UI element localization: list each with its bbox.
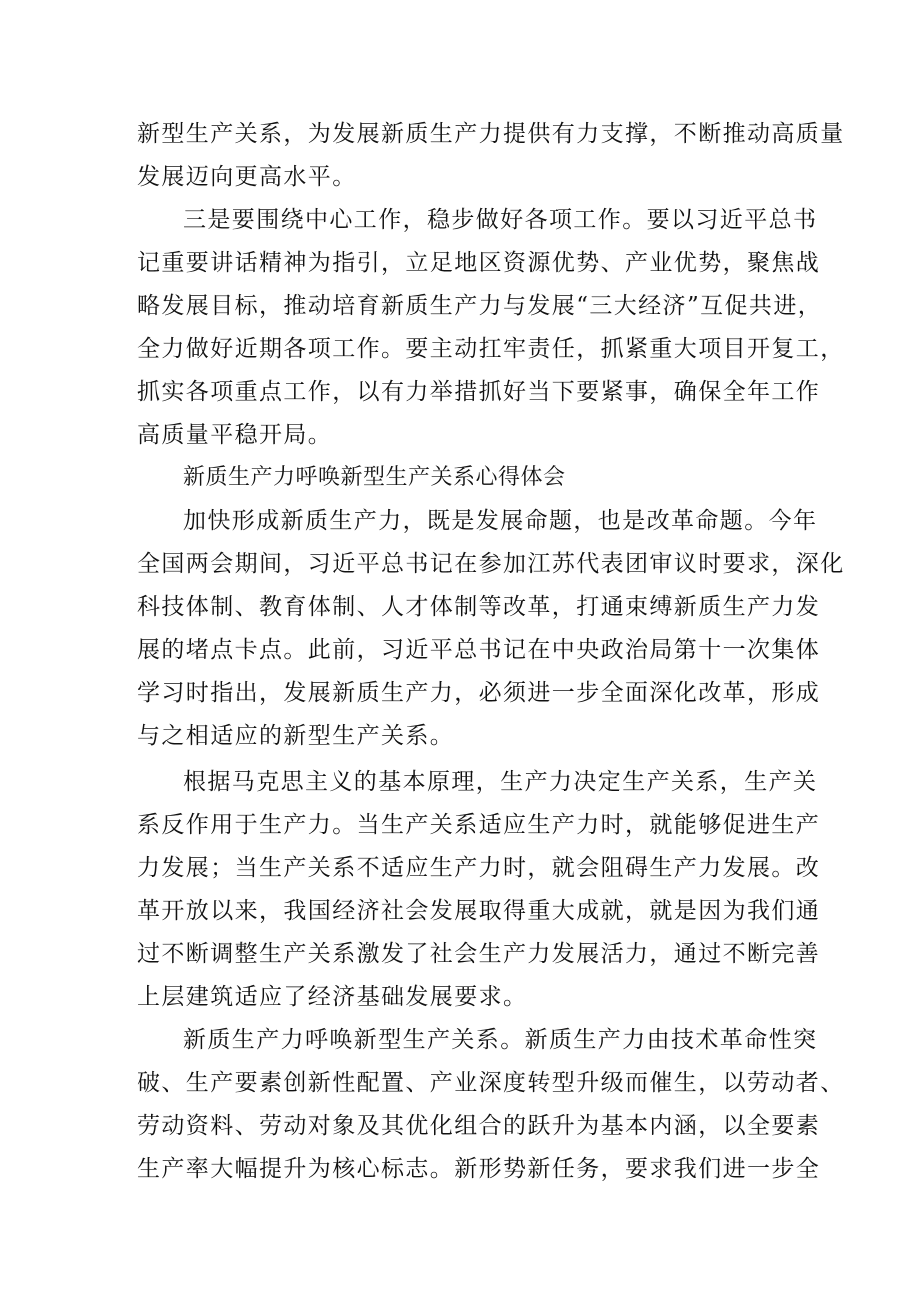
text-line: 展的堵点卡点。此前，习近平总书记在中央政治局第十一次集体 (137, 637, 821, 663)
text-line: 略发展目标，推动培育新质生产力与发展“三大经济”互促共进， (137, 293, 823, 319)
text-line: 劳动资料、劳动对象及其优化组合的跃升为基本内涵，以全要素 (137, 1113, 821, 1139)
text-line: 与之相适应的新型生产关系。 (137, 723, 455, 749)
text-line: 发展迈向更高水平。 (137, 164, 357, 190)
text-line: 全国两会期间，习近平总书记在参加江苏代表团审议时要求，深化 (137, 551, 845, 577)
text-line: 三是要围绕中心工作，稳步做好各项工作。要以习近平总书 (183, 207, 818, 233)
text-line: 过不断调整生产关系激发了社会生产力发展活力，通过不断完善 (137, 941, 821, 967)
text-line: 破、生产要素创新性配置、产业深度转型升级而催生，以劳动者、 (137, 1070, 845, 1096)
section-heading: 新质生产力呼唤新型生产关系心得体会 (183, 465, 566, 490)
text-line: 上层建筑适应了经济基础发展要求。 (137, 984, 528, 1010)
text-line: 记重要讲话精神为指引，立足地区资源优势、产业优势，聚焦战 (137, 250, 821, 276)
text-line: 新质生产力呼唤新型生产关系。新质生产力由技术革命性突 (183, 1027, 818, 1053)
text-line: 加快形成新质生产力，既是发展命题，也是改革命题。今年 (183, 508, 818, 534)
text-line: 生产率大幅提升为核心标志。新形势新任务，要求我们进一步全 (137, 1156, 821, 1182)
text-line: 革开放以来，我国经济社会发展取得重大成就，就是因为我们通 (137, 898, 821, 924)
text-line: 新型生产关系，为发展新质生产力提供有力支撑，不断推动高质量 (137, 121, 845, 147)
text-line: 抓实各项重点工作，以有力举措抓好当下要紧事，确保全年工作 (137, 379, 821, 405)
text-line: 高质量平稳开局。 (137, 422, 333, 448)
text-line: 学习时指出，发展新质生产力，必须进一步全面深化改革，形成 (137, 680, 821, 706)
text-line: 根据马克思主义的基本原理，生产力决定生产关系，生产关 (183, 769, 818, 795)
text-line: 系反作用于生产力。当生产关系适应生产力时，就能够促进生产 (137, 812, 821, 838)
text-line: 科技体制、教育体制、人才体制等改革，打通束缚新质生产力发 (137, 594, 821, 620)
text-line: 全力做好近期各项工作。要主动扛牢责任，抓紧重大项目开复工， (137, 336, 845, 362)
text-line: 力发展；当生产关系不适应生产力时，就会阻碍生产力发展。改 (137, 855, 821, 881)
